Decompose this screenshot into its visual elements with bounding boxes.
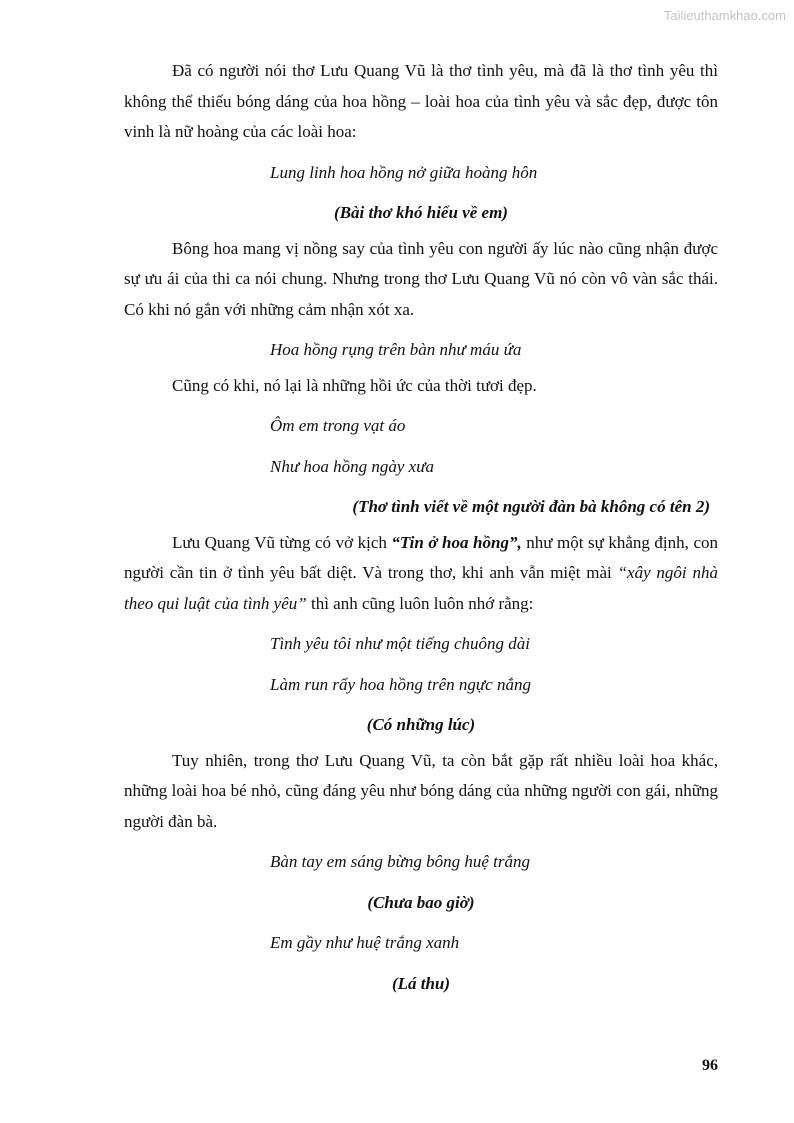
paragraph-4-text-a: Lưu Quang Vũ từng có vở kịch bbox=[172, 532, 392, 552]
verse-line-1: Lung linh hoa hồng nở giữa hoàng hôn bbox=[270, 162, 538, 182]
quote-phrase: “xây ngôi nhà theo qui luật của tình yêu” bbox=[124, 563, 718, 613]
paragraph-4-text-e: thì anh cũng luôn luôn nhớ rằng: bbox=[306, 593, 534, 613]
poem-source-1: (Bài thơ khó hiểu về em) bbox=[334, 203, 508, 222]
verse-line-5: Tình yêu tôi như một tiếng chuông dài bbox=[270, 634, 530, 653]
verse-line-6: Làm run rẩy hoa hồng trên ngực nắng bbox=[270, 674, 531, 694]
watermark: Tailieuthamkhao.com bbox=[663, 8, 786, 23]
verse-line-2: Hoa hồng rụng trên bàn như máu ứa bbox=[270, 340, 522, 359]
poem-source-3: (Có những lúc) bbox=[366, 715, 476, 734]
verse-line-7: Bàn tay em sáng bừng bông huệ trắng bbox=[270, 852, 530, 871]
poem-source-5: (Lá thu) bbox=[391, 973, 451, 993]
play-title: “Tin ở hoa hồng”, bbox=[391, 532, 522, 552]
paragraph-2: Bông hoa mang vị nồng say của tình yêu con người ấy lúc nào cũng nhận được sự ưu ái của thi ca nói chung. Nhưng trong thơ Lưu Quang Vũ nó còn vô vàn sắc thái. Có khi nó gắn với những cảm nhận xót xa. bbox=[124, 238, 718, 319]
poem-source-2: (Thơ tình viết về một người đàn bà không có tên 2) bbox=[352, 497, 710, 516]
page-number: 96 bbox=[702, 1057, 718, 1074]
paragraph-5: Tuy nhiên, trong thơ Lưu Quang Vũ, ta còn bắt gặp rất nhiều loài hoa khác, những loài hoa bé nhỏ, cũng đáng yêu như bóng dáng của những người con gái, những người đàn bà. bbox=[124, 750, 718, 831]
paragraph-1: Đã có người nói thơ Lưu Quang Vũ là thơ tình yêu, mà đã là thơ tình yêu thì không thể thiếu bóng dáng của hoa hồng – loài hoa của tình yêu và sắc đẹp, được tôn vinh là nữ hoàng của các loài hoa: bbox=[124, 61, 718, 141]
paragraph-3: Cũng có khi, nó lại là những hồi ức của thời tươi đẹp. bbox=[172, 375, 537, 395]
verse-line-8: Em gầy như huệ trắng xanh bbox=[270, 933, 460, 952]
poem-source-4: (Chưa bao giờ) bbox=[367, 892, 475, 912]
paragraph-4 bbox=[124, 528, 718, 620]
verse-line-3: Ôm em trong vạt áo bbox=[270, 416, 406, 435]
verse-line-4: Như hoa hồng ngày xưa bbox=[270, 456, 434, 476]
paragraph-4-text-c: như một sự khẳng định, con người cần tin ở tình yêu bất diệt. Và trong thơ, khi anh vẫn miệt mài bbox=[124, 532, 718, 582]
document-page bbox=[124, 56, 718, 1004]
